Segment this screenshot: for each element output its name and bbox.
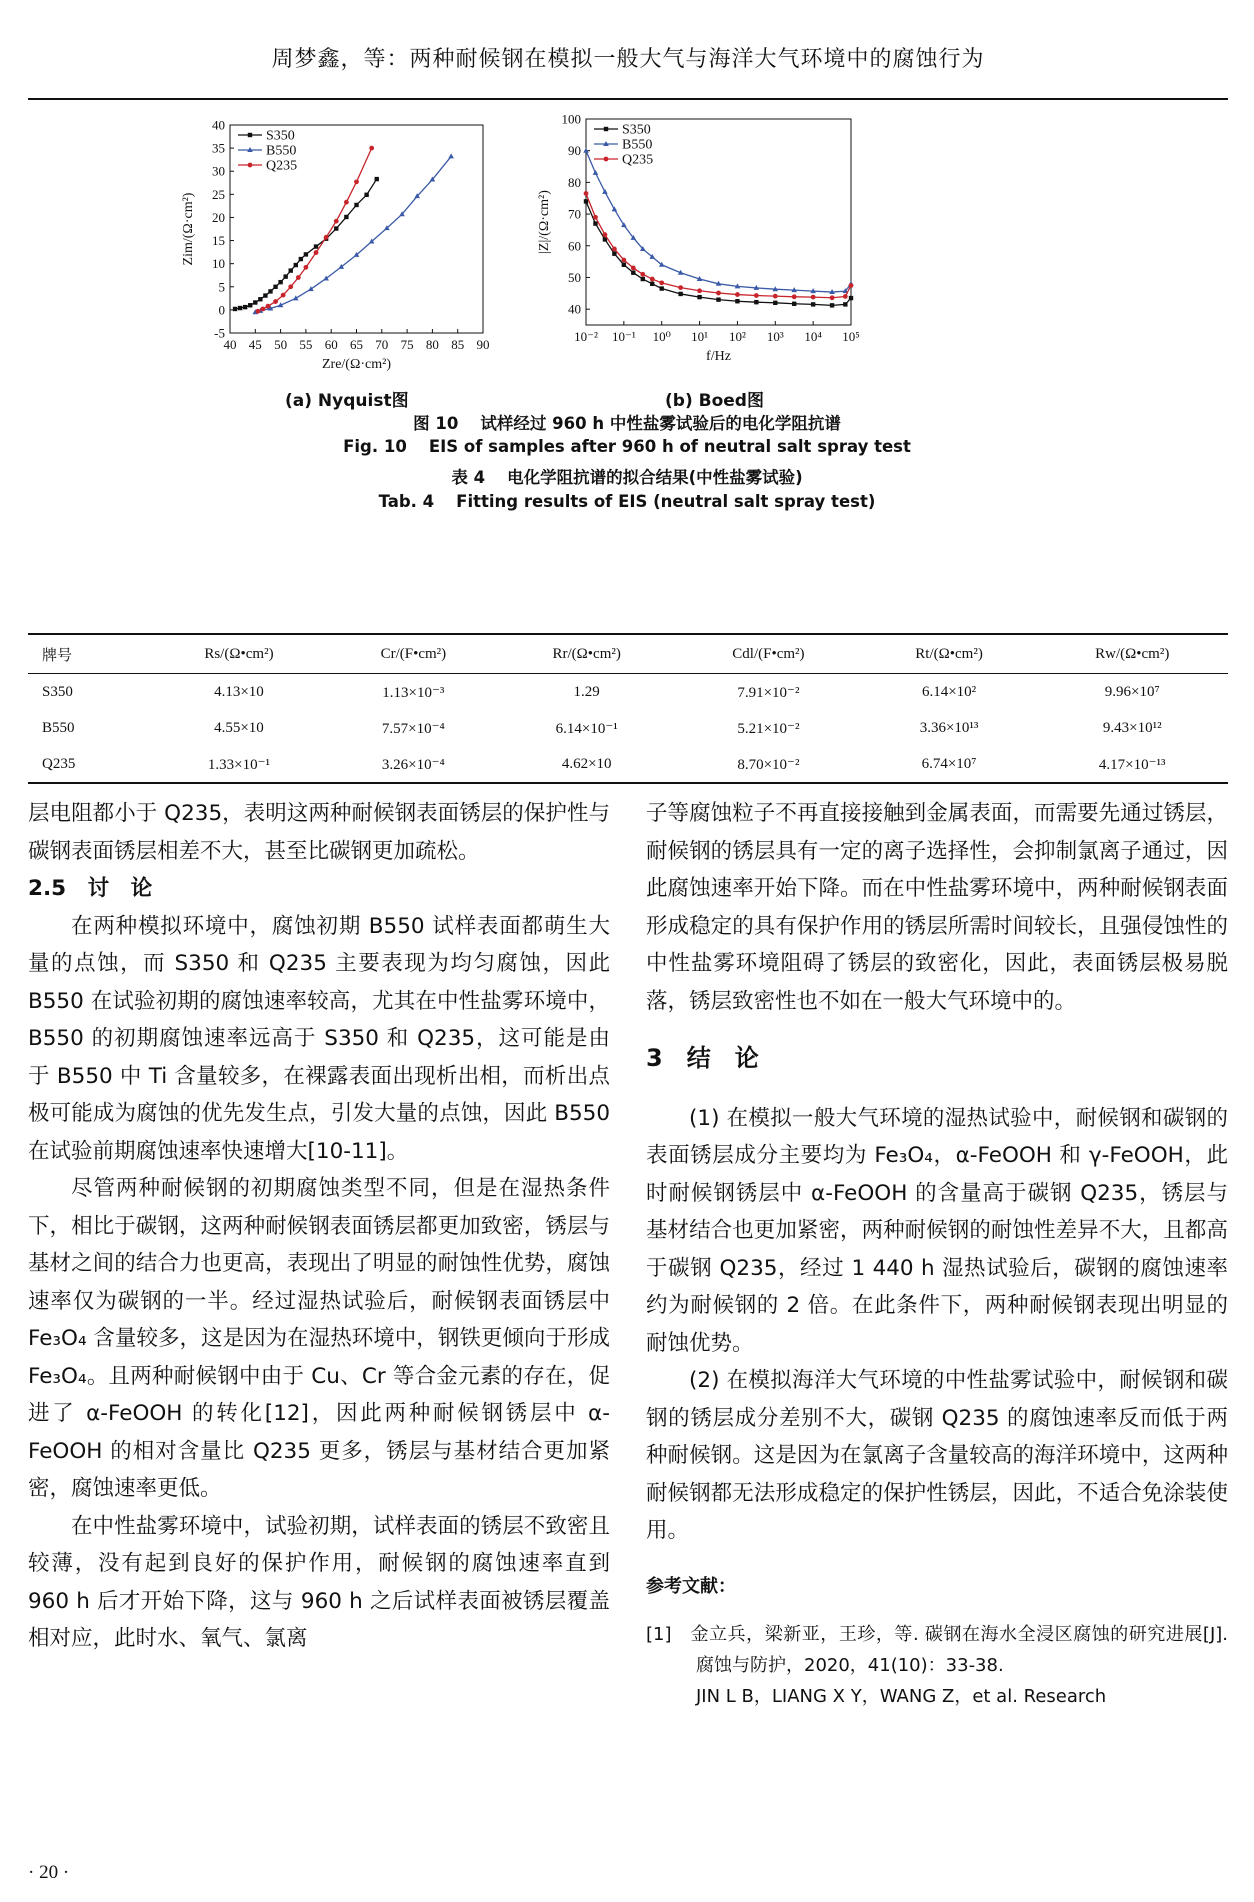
data-point-s350 [678,292,682,296]
x-axis-label: Zre/(Ω·cm²) [321,357,392,372]
paragraph: 在中性盐雾环境中，试验初期，试样表面的锈层不致密且较薄，没有起到良好的保护作用，耐候钢的腐蚀速率直到 960 h 后才开始下降，这与 960 h 之后试样表面被锈层覆盖相对应，此时水、氧气、氯离 [28,1513,610,1651]
table-caption-cn-num: 表 4 [451,468,486,487]
bode-svg [537,111,870,383]
data-point-s350 [811,302,815,306]
table-cell: 4.55×10 [214,719,264,736]
data-point-q235 [281,293,286,298]
data-point-b550 [583,148,589,153]
table-cell: 6.74×10⁷ [862,746,1037,783]
data-point-q235 [830,295,835,300]
table-cell: Q235 [28,746,149,783]
y-axis-label: Zim/(Ω·cm²) [181,192,196,266]
data-point-q235 [584,191,589,196]
y-axis-label: |Z|/(Ω·cm²) [537,190,552,254]
reference-1-en: JIN L B，LIANG X Y，WANG Z，et al. Research [696,1686,1107,1707]
data-point-s350 [631,271,635,275]
paragraph: 子等腐蚀粒子不再直接接触到金属表面，而需要先通过锈层，耐候钢的锈层具有一定的离子选择性，会抑制氯离子通过，因此腐蚀速率开始下降。而在中性盐雾环境中，两种耐候钢表面形成稳定的具有保护作用的锈层所需时间较长，且强侵蚀性的中性盐雾环境阻碍了锈层的致密化，因此，表面锈层极易脱落，锈层致密性也不如在一般大气环境中的。 [646,801,1228,1014]
table-cell: 3.36×10¹³ [919,719,979,736]
table-cell: S350 [42,683,73,700]
data-point-s350 [283,274,287,278]
header-rule [28,98,1228,100]
data-point-q235 [304,265,309,270]
data-point-s350 [622,263,626,267]
y-tick-label: 15 [212,233,225,249]
table-cell: 4.62×10 [498,746,675,783]
data-point-s350 [273,285,277,289]
table-cell: 3.26×10⁻⁴ [328,746,498,783]
x-tick-label: 55 [299,337,313,352]
y-tick-label: 40 [212,117,225,133]
paragraph: 层电阻都小于 Q235，表明这两种耐候钢表面锈层的保护性与碳钢表面锈层相差不大，甚至比碳钢更加疏松。 [28,801,610,864]
table-row [28,710,1228,746]
data-point-s350 [612,251,616,255]
paragraph: 尽管两种耐候钢的初期腐蚀类型不同，但是在湿热条件下，相比于碳钢，这两种耐候钢表面锈层都更加致密，锈层与基材之间的结合力也更高，表现出了明显的耐蚀性优势，腐蚀速率仅为碳钢的一半。经过湿热试验后，耐候钢表面锈层中 Fe₃O₄ 含量较多，这是因为在湿热环境中，钢铁更倾向于形成 Fe₃O₄。且两种耐候钢中由于 Cu、Cr 等合金元素的存在，促进了 α-FeOOH 的转化[12]，因此两种耐候钢锈层中 α-FeOOH 的相对含量比 Q235 更多，锈层与基材结合更加紧密，腐蚀速率更低。 [28,1176,610,1501]
data-point-s350 [243,305,247,309]
table-cell: 6.14×10⁻¹ [555,720,618,737]
data-point-s350 [248,303,252,307]
data-point-q235 [603,232,608,237]
x-tick-label: 10⁻² [574,329,598,344]
data-point-s350 [754,300,758,304]
fitting-table [28,633,1228,784]
data-point-b550 [308,286,314,291]
x-tick-label: 10⁻¹ [611,329,636,344]
data-point-s350 [660,286,664,290]
data-point-s350 [354,203,358,207]
left-column [28,795,610,1658]
data-point-q235 [354,179,359,184]
data-point-s350 [258,297,262,301]
data-point-q235 [621,258,626,263]
legend-label-q235: Q235 [622,152,654,168]
data-point-s350 [792,302,796,306]
x-tick-label: 65 [350,337,363,352]
data-point-q235 [334,219,339,224]
table-row [28,674,1228,711]
section-heading-3: 3 结 论 [646,1044,759,1072]
data-point-b550 [593,170,599,175]
x-tick-label: 60 [324,337,338,352]
running-header: 周梦鑫，等：两种耐候钢在模拟一般大气与海洋大气环境中的腐蚀行为 [271,47,985,72]
conclusion-2: (2) 在模拟海洋大气环境的中性盐雾试验中，耐候钢和碳钢的锈层成分差别不大，碳钢 Q235 的腐蚀速率反而低于两种耐候钢。这是因为在氯离子含量较高的海洋环境中，这两种耐候钢都无法形成稳定的保护性锈层，因此，不适合免涂装使用。 [646,1368,1228,1543]
data-point-s350 [263,293,267,297]
x-tick-label: 80 [425,337,439,352]
table-cell: 6.14×10² [921,683,977,700]
figure-caption-cn-num: 图 10 [413,414,459,433]
data-point-s350 [238,306,242,310]
section-heading-2-5: 2.5 讨 论 [28,876,153,901]
y-tick-label: 90 [568,143,581,159]
data-point-s350 [593,221,597,225]
y-tick-label: 50 [568,269,581,285]
x-tick-label: 50 [274,337,288,352]
y-tick-label: 80 [568,174,581,190]
table-cell: 1.13×10⁻³ [382,684,445,701]
data-point-q235 [593,215,598,220]
y-tick-label: 60 [568,238,581,254]
data-point-s350 [650,282,654,286]
data-point-s350 [334,226,338,230]
table-header: Rt/(Ω•cm²) [862,634,1037,674]
data-point-q235 [697,288,702,293]
data-point-q235 [369,146,374,151]
subcaption-a: (a) Nyquist图 [285,391,409,411]
table-header: Rs/(Ω•cm²) [149,634,328,674]
data-point-s350 [344,215,348,219]
data-point-q235 [849,283,854,288]
legend-label-b550: B550 [622,137,653,153]
x-tick-label: 85 [451,337,465,352]
paragraph: 在两种模拟环境中，腐蚀初期 B550 试样表面都萌生大量的点蚀，而 S350 和 Q235 主要表现为均匀腐蚀，因此 B550 在试验初期的腐蚀速率较高，尤其在中性盐雾环境中，B550 的初期腐蚀速率远高于 S350 和 Q235，这可能是由于 B550 中 Ti 含量较多，在裸露表面出现析出相，而析出点极可能成为腐蚀的优先发生点，引发大量的点蚀，因此 B550 在试验前期腐蚀速率快速增大[10-11]。 [28,913,610,1164]
data-point-s350 [735,299,739,303]
table-cell: 4.13×10 [214,683,264,700]
figure-caption-en-text: EIS of samples after 960 h of neutral salt spray test [428,437,911,456]
legend-marker-q235 [604,157,609,162]
table-caption-cn-text: 电化学阻抗谱的拟合结果(中性盐雾试验) [507,468,803,487]
table-header: Cdl/(F•cm²) [675,634,862,674]
data-point-s350 [364,193,368,197]
table-header: Rw/(Ω•cm²) [1036,634,1228,674]
table-cell: 4.17×10⁻¹³ [1036,746,1228,783]
data-point-q235 [640,272,645,277]
series-line-s350 [235,179,377,309]
x-tick-label: 10¹ [691,329,709,344]
data-point-s350 [773,301,777,305]
data-point-q235 [612,247,617,252]
table-header-row [28,634,1228,674]
table-header: Rr/(Ω•cm²) [498,634,675,674]
data-point-q235 [678,285,683,290]
table-cell: 9.43×10¹² [1102,719,1162,736]
series-line-b550 [255,156,451,312]
y-tick-label: 10 [212,256,225,272]
data-point-s350 [278,280,282,284]
table-cell: 1.29 [573,683,600,700]
data-point-q235 [631,266,636,271]
table-header: Cr/(F•cm²) [328,634,498,674]
y-tick-label: -5 [214,325,225,341]
table-cell: 9.96×10⁷ [1104,683,1160,700]
table-cell: 8.70×10⁻² [675,746,862,783]
series-line-s350 [586,201,851,305]
figure-caption-en-num: Fig. 10 [343,437,407,456]
y-tick-label: 40 [568,301,581,317]
data-point-q235 [811,295,816,300]
x-tick-label: 40 [223,337,237,352]
x-tick-label: 10² [728,329,746,344]
data-point-q235 [255,309,260,314]
x-tick-label: 10³ [766,329,784,344]
data-point-s350 [304,252,308,256]
legend-marker-q235 [248,163,253,168]
data-point-s350 [233,307,237,311]
subcaption-b: (b) Boed图 [665,391,764,411]
y-tick-label: 20 [212,209,225,225]
x-axis-label: f/Hz [706,349,731,364]
figure-caption-cn [0,410,1254,434]
y-tick-label: 35 [212,140,225,156]
data-point-q235 [344,200,349,205]
legend-label-b550: B550 [266,143,297,159]
x-tick-label: 10⁰ [652,329,671,344]
y-tick-label: 30 [212,163,225,179]
data-point-q235 [266,304,271,309]
x-tick-label: 10⁴ [804,329,822,344]
figure-caption-cn-text: 试样经过 960 h 中性盐雾试验后的电化学阻抗谱 [480,414,841,433]
table-cell: 5.21×10⁻² [737,720,800,737]
x-tick-label: 90 [476,337,490,352]
series-line-b550 [586,151,851,292]
y-tick-label: 0 [218,302,225,318]
data-point-q235 [659,280,664,285]
table-caption-en-text: Fitting results of EIS (neutral salt spray test) [456,492,876,511]
right-column [646,795,1228,1712]
data-point-q235 [273,299,278,304]
table-cell: 1.33×10⁻¹ [149,746,328,783]
data-point-s350 [268,289,272,293]
data-point-s350 [299,257,303,261]
page-number: · 20 · [28,1862,70,1883]
table-cell: B550 [42,719,75,736]
legend-label-s350: S350 [622,122,651,138]
data-point-b550 [448,153,454,158]
data-point-q235 [324,235,329,240]
reference-1: [1] 金立兵，梁新亚，王珍，等. 碳钢在海水全浸区腐蚀的研究进展[J]. 腐蚀与防护，2020，41(10)：33-38. [646,1624,1228,1676]
data-point-s350 [849,296,853,300]
data-point-q235 [296,275,301,280]
x-tick-label: 70 [375,337,389,352]
table-caption-en [0,492,1254,511]
data-point-q235 [260,307,265,312]
data-point-b550 [602,189,608,194]
table-header: 牌号 [28,634,149,674]
data-point-s350 [716,297,720,301]
legend-marker-s350 [248,133,252,137]
legend-label-q235: Q235 [266,158,298,174]
data-point-q235 [735,292,740,297]
y-tick-label: 100 [561,111,581,127]
y-tick-label: 5 [218,279,225,295]
legend-label-s350: S350 [266,128,295,144]
data-point-s350 [843,302,847,306]
data-point-s350 [584,199,588,203]
y-tick-label: 70 [568,206,581,222]
data-point-q235 [314,250,319,255]
x-tick-label: 45 [248,337,262,352]
y-tick-label: 25 [212,186,225,202]
data-point-q235 [288,284,293,289]
conclusion-1: (1) 在模拟一般大气环境的湿热试验中，耐候钢和碳钢的表面锈层成分主要均为 Fe₃O₄，α-FeOOH 和 γ-FeOOH，此时耐候钢锈层中 α-FeOOH 的含量高于碳钢 Q235，锈层与基材结合也更加紧密，两种耐候钢的耐蚀性差异不大，且都高于碳钢 Q235，经过 1 440 h 湿热试验后，碳钢的腐蚀速率约为耐候钢的 2 倍。在此条件下，两种耐候钢表现出明显的耐蚀优势。 [646,1105,1228,1356]
data-point-s350 [294,263,298,267]
bode-chart [537,111,870,383]
figure-caption-en [0,437,1254,456]
data-point-s350 [830,303,834,307]
x-tick-label: 10⁵ [842,329,860,344]
references-heading: 参考文献： [646,1575,736,1597]
table-caption-en-num: Tab. 4 [378,492,435,511]
data-point-q235 [773,294,778,299]
data-point-q235 [792,294,797,299]
table-cell: 7.57×10⁻⁴ [381,720,445,737]
table-row [28,746,1228,783]
table-cell: 7.91×10⁻² [737,684,800,701]
data-point-q235 [650,277,655,282]
legend-marker-s350 [604,127,608,131]
data-point-s350 [641,277,645,281]
data-point-s350 [253,300,257,304]
table-caption-cn [0,464,1254,488]
data-point-s350 [289,268,293,272]
data-point-q235 [754,293,759,298]
data-point-s350 [314,244,318,248]
x-tick-label: 75 [400,337,414,352]
data-point-s350 [697,295,701,299]
data-point-s350 [375,177,379,181]
data-point-q235 [843,294,848,299]
data-point-q235 [716,291,721,296]
